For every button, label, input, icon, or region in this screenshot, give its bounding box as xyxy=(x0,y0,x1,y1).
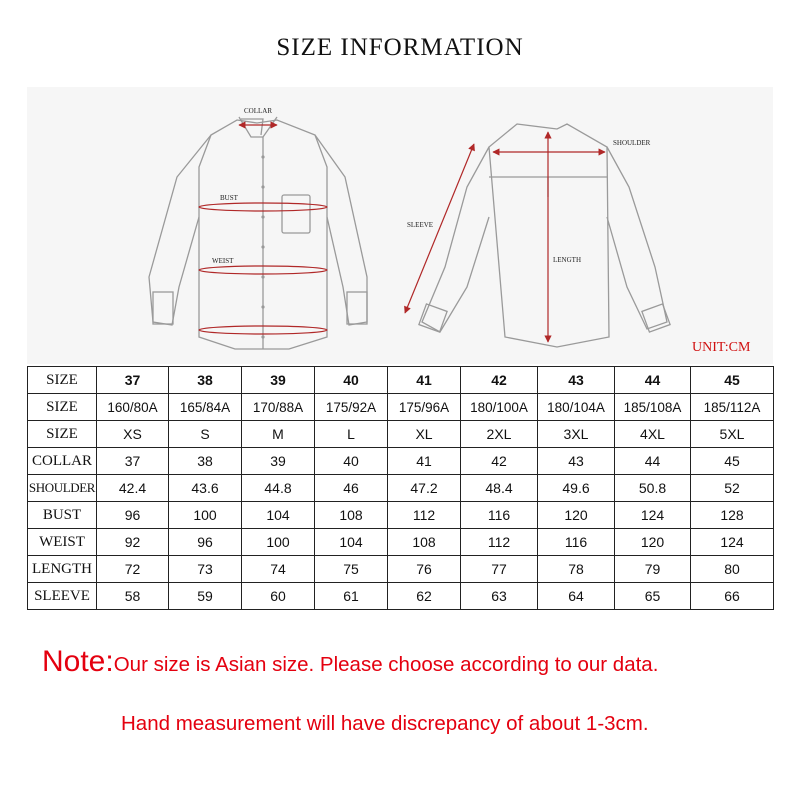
weist-label: WEIST xyxy=(212,257,234,265)
table-cell: 43.6 xyxy=(169,475,242,502)
table-cell: 40 xyxy=(315,367,388,394)
table-cell: 96 xyxy=(97,502,169,529)
collar-label: COLLAR xyxy=(244,107,272,115)
table-cell: 46 xyxy=(315,475,388,502)
page-title: SIZE INFORMATION xyxy=(276,34,524,61)
row-header: SLEEVE xyxy=(28,583,97,610)
row-header: SHOULDER xyxy=(28,475,97,502)
table-cell: 5XL xyxy=(691,421,774,448)
table-cell: 77 xyxy=(461,556,538,583)
unit-label: UNIT:CM xyxy=(692,340,751,355)
table-cell: 52 xyxy=(691,475,774,502)
table-cell: 112 xyxy=(461,529,538,556)
table-cell: 62 xyxy=(388,583,461,610)
back-shirt-outline xyxy=(419,124,670,347)
table-cell: L xyxy=(315,421,388,448)
table-cell: 66 xyxy=(691,583,774,610)
table-cell: 43 xyxy=(538,448,615,475)
note-heading: Note: xyxy=(42,645,114,678)
table-cell: 3XL xyxy=(538,421,615,448)
shoulder-label: SHOULDER xyxy=(613,139,651,147)
table-cell: 160/80A xyxy=(97,394,169,421)
table-cell: 80 xyxy=(691,556,774,583)
note-line-2: Hand measurement will have discrepancy of about 1-3cm. xyxy=(121,712,649,735)
table-cell: 73 xyxy=(169,556,242,583)
table-cell: XS xyxy=(97,421,169,448)
table-cell: 120 xyxy=(538,502,615,529)
table-cell: 40 xyxy=(315,448,388,475)
table-cell: 100 xyxy=(242,529,315,556)
table-cell: 100 xyxy=(169,502,242,529)
table-cell: 185/108A xyxy=(615,394,691,421)
table-cell: 96 xyxy=(169,529,242,556)
table-cell: S xyxy=(169,421,242,448)
note-text-1: Our size is Asian size. Please choose according to our data. xyxy=(113,653,659,676)
table-cell: 48.4 xyxy=(461,475,538,502)
table-cell: 64 xyxy=(538,583,615,610)
shirt-measurement-diagram xyxy=(27,87,773,364)
table-cell: 92 xyxy=(97,529,169,556)
back-measure-lines xyxy=(405,132,605,342)
table-cell: 44 xyxy=(615,367,691,394)
shirt-illustration xyxy=(27,87,773,364)
row-header: BUST xyxy=(28,502,97,529)
table-cell: 104 xyxy=(315,529,388,556)
table-cell: 45 xyxy=(691,448,774,475)
table-cell: 63 xyxy=(461,583,538,610)
table-cell: 59 xyxy=(169,583,242,610)
table-cell: 108 xyxy=(388,529,461,556)
table-cell: 128 xyxy=(691,502,774,529)
table-cell: 42 xyxy=(461,448,538,475)
table-cell: 170/88A xyxy=(242,394,315,421)
table-cell: 44.8 xyxy=(242,475,315,502)
table-cell: 42 xyxy=(461,367,538,394)
table-cell: 116 xyxy=(461,502,538,529)
table-cell: 44 xyxy=(615,448,691,475)
table-cell: 65 xyxy=(615,583,691,610)
table-cell: 58 xyxy=(97,583,169,610)
table-cell: 2XL xyxy=(461,421,538,448)
table-cell: 116 xyxy=(538,529,615,556)
row-header: SIZE xyxy=(28,394,97,421)
table-cell: 47.2 xyxy=(388,475,461,502)
length-label: LENGTH xyxy=(553,256,581,264)
row-header: SIZE xyxy=(28,421,97,448)
table-cell: 104 xyxy=(242,502,315,529)
table-cell: 180/104A xyxy=(538,394,615,421)
table-row xyxy=(28,583,774,610)
table-cell: 50.8 xyxy=(615,475,691,502)
table-cell: 4XL xyxy=(615,421,691,448)
table-cell: 43 xyxy=(538,367,615,394)
sleeve-label: SLEEVE xyxy=(407,221,434,229)
table-cell: 38 xyxy=(169,367,242,394)
table-row xyxy=(28,367,774,394)
table-cell: 39 xyxy=(242,367,315,394)
table-cell: 42.4 xyxy=(97,475,169,502)
table-cell: 38 xyxy=(169,448,242,475)
table-row xyxy=(28,529,774,556)
table-cell: 37 xyxy=(97,448,169,475)
table-row xyxy=(28,394,774,421)
table-cell: 61 xyxy=(315,583,388,610)
table-cell: 49.6 xyxy=(538,475,615,502)
table-row xyxy=(28,502,774,529)
table-cell: 124 xyxy=(615,502,691,529)
table-cell: 124 xyxy=(691,529,774,556)
table-cell: M xyxy=(242,421,315,448)
table-cell: 78 xyxy=(538,556,615,583)
table-cell: 41 xyxy=(388,367,461,394)
note-line-1 xyxy=(42,645,658,679)
table-row xyxy=(28,421,774,448)
front-shirt-outline xyxy=(149,117,367,349)
table-row xyxy=(28,448,774,475)
table-cell: 39 xyxy=(242,448,315,475)
table-cell: 185/112A xyxy=(691,394,774,421)
table-cell: XL xyxy=(388,421,461,448)
table-cell: 45 xyxy=(691,367,774,394)
table-cell: 108 xyxy=(315,502,388,529)
table-cell: 175/92A xyxy=(315,394,388,421)
row-header: COLLAR xyxy=(28,448,97,475)
row-header: WEIST xyxy=(28,529,97,556)
size-table xyxy=(27,366,774,610)
table-cell: 37 xyxy=(97,367,169,394)
bust-label: BUST xyxy=(220,194,238,202)
table-cell: 120 xyxy=(615,529,691,556)
table-cell: 79 xyxy=(615,556,691,583)
table-row xyxy=(28,556,774,583)
table-cell: 76 xyxy=(388,556,461,583)
table-cell: 72 xyxy=(97,556,169,583)
table-cell: 60 xyxy=(242,583,315,610)
table-cell: 165/84A xyxy=(169,394,242,421)
table-cell: 180/100A xyxy=(461,394,538,421)
row-header: LENGTH xyxy=(28,556,97,583)
table-cell: 75 xyxy=(315,556,388,583)
table-cell: 112 xyxy=(388,502,461,529)
row-header: SIZE xyxy=(28,367,97,394)
table-cell: 41 xyxy=(388,448,461,475)
table-cell: 74 xyxy=(242,556,315,583)
table-cell: 175/96A xyxy=(388,394,461,421)
table-row xyxy=(28,475,774,502)
